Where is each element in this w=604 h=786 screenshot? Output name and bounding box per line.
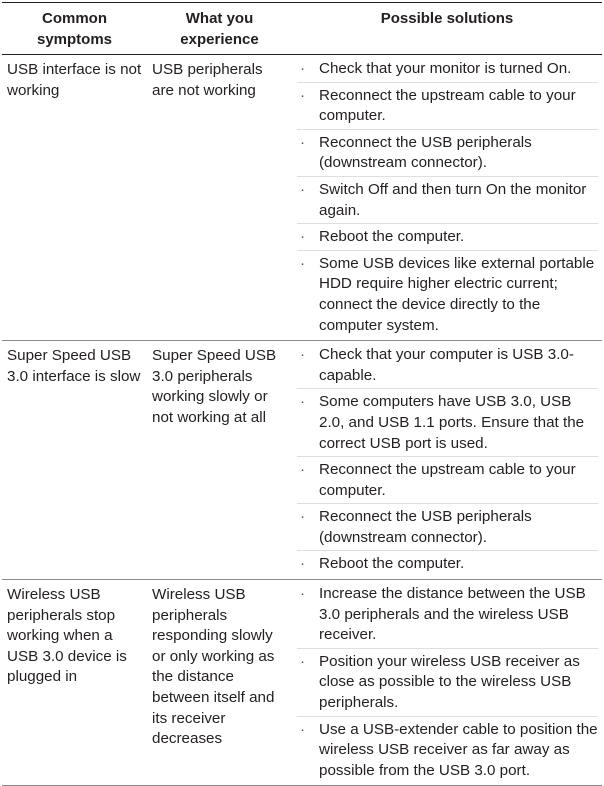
symptom-cell: USB interface is not working bbox=[2, 55, 147, 341]
bullet-icon: · bbox=[300, 180, 306, 198]
table-row bbox=[2, 341, 602, 580]
solution-item bbox=[297, 652, 598, 717]
solutions-list bbox=[297, 345, 598, 577]
header-experience: What you experience bbox=[147, 3, 292, 55]
bullet-icon: · bbox=[300, 461, 306, 479]
solution-item bbox=[297, 720, 598, 784]
solution-item bbox=[297, 507, 598, 551]
symptom-cell: Wireless USB peripherals stop working when a USB 3.0 device is plugged in bbox=[2, 580, 147, 786]
solution-item bbox=[297, 227, 598, 251]
table-row bbox=[2, 580, 602, 786]
table-row bbox=[2, 55, 602, 341]
header-row bbox=[2, 3, 602, 55]
solution-item bbox=[297, 86, 598, 130]
solution-item bbox=[297, 584, 598, 649]
header-symptoms: Common symptoms bbox=[2, 3, 147, 55]
bullet-icon: · bbox=[300, 585, 306, 603]
experience-cell: USB peripherals are not working bbox=[147, 55, 292, 341]
solution-text: Some computers have USB 3.0, USB 2.0, and USB 1.1 ports. Ensure that the correct USB port is used. bbox=[319, 393, 585, 452]
bullet-icon: · bbox=[300, 652, 306, 670]
solution-item bbox=[297, 254, 598, 338]
troubleshooting-table bbox=[2, 2, 602, 786]
bullet-icon: · bbox=[300, 228, 306, 246]
solution-text: Increase the distance between the USB 3.0 peripherals and the wireless USB receiver. bbox=[319, 585, 586, 644]
bullet-icon: · bbox=[300, 720, 306, 738]
solution-item bbox=[297, 460, 598, 504]
bullet-icon: · bbox=[300, 86, 306, 104]
solution-item bbox=[297, 59, 598, 83]
bullet-icon: · bbox=[300, 393, 306, 411]
solution-text: Switch Off and then turn On the monitor again. bbox=[319, 180, 587, 219]
bullet-icon: · bbox=[300, 346, 306, 364]
solution-item bbox=[297, 345, 598, 389]
solutions-cell bbox=[292, 580, 602, 786]
solution-text: Some USB devices like external portable HDD require higher electric current; connect the device directly to the computer system. bbox=[319, 254, 595, 334]
solution-text: Position your wireless USB receiver as close as possible to the wireless USB peripherals. bbox=[319, 652, 580, 712]
solution-item bbox=[297, 133, 598, 177]
solutions-cell bbox=[292, 341, 602, 580]
solution-text: Check that your monitor is turned On. bbox=[319, 60, 572, 77]
bullet-icon: · bbox=[300, 555, 306, 573]
solution-text: Use a USB-extender cable to position the wireless USB receiver as far away as possible from the USB 3.0 port. bbox=[319, 720, 598, 779]
solution-text: Reconnect the USB peripherals (downstream connector). bbox=[319, 133, 532, 172]
solutions-list bbox=[297, 59, 598, 338]
solution-item bbox=[297, 180, 598, 224]
experience-cell: Super Speed USB 3.0 peripherals working slowly or not working at all bbox=[147, 341, 292, 580]
solution-text: Check that your computer is USB 3.0-capable. bbox=[319, 346, 574, 384]
solution-text: Reconnect the USB peripherals (downstream connector). bbox=[319, 508, 532, 546]
solution-text: Reconnect the upstream cable to your computer. bbox=[319, 86, 576, 125]
solution-text: Reconnect the upstream cable to your computer. bbox=[319, 461, 576, 499]
bullet-icon: · bbox=[300, 254, 306, 272]
solution-item bbox=[297, 392, 598, 457]
header-solutions: Possible solutions bbox=[292, 3, 602, 55]
bullet-icon: · bbox=[300, 508, 306, 526]
bullet-icon: · bbox=[300, 133, 306, 151]
experience-cell: Wireless USB peripherals responding slowly or only working as the distance between itself and its receiver decreases bbox=[147, 580, 292, 786]
solution-item bbox=[297, 554, 598, 577]
solutions-cell bbox=[292, 55, 602, 341]
solution-text: Reboot the computer. bbox=[319, 228, 465, 246]
solutions-list bbox=[297, 584, 598, 783]
bullet-icon: · bbox=[300, 60, 306, 77]
symptom-cell: Super Speed USB 3.0 interface is slow bbox=[2, 341, 147, 580]
solution-text: Reboot the computer. bbox=[319, 555, 465, 573]
